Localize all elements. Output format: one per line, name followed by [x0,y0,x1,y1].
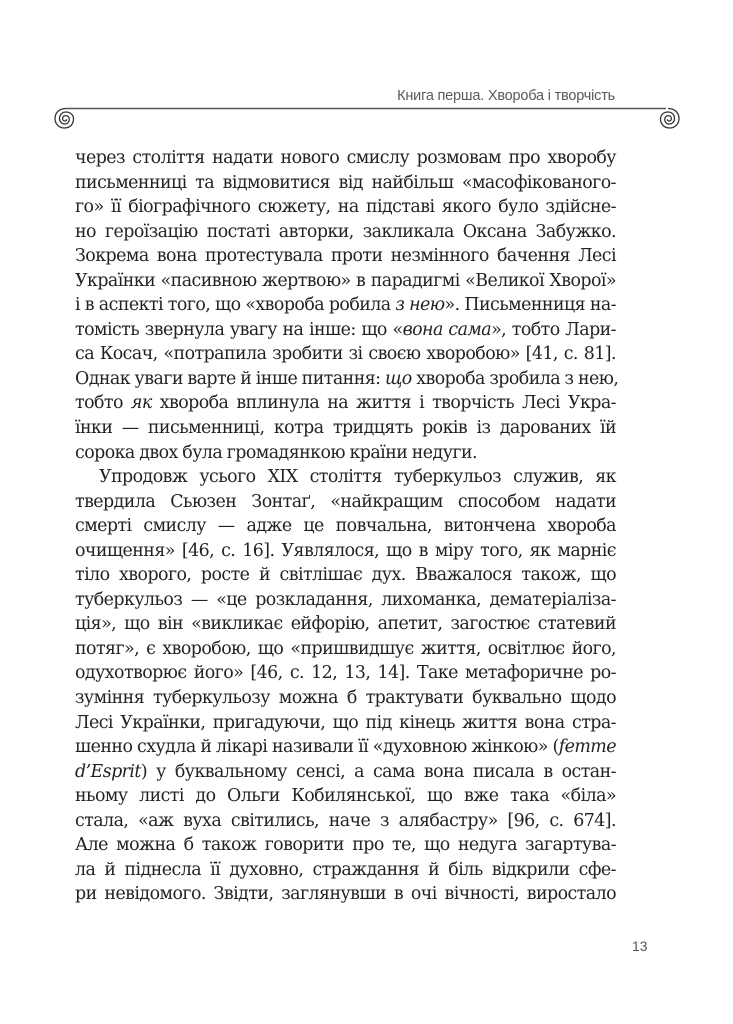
text-line [75,465,616,490]
text-line [75,760,616,785]
text-run: ньому листі до Ольги Кобилянської, що вже така «біла» [75,786,616,807]
italic-text: femme [558,737,616,758]
text-run: і в аспекті того, що «хвороба робила [75,295,396,316]
text-run: через століття надати нового смислу розмовам про хворобу [75,148,616,168]
text-run: стала, «аж вуха світились, наче з алябастру» [96, с. 674]. [75,810,616,831]
text-run: ція», що він «викликає ейфорію, апетит, загостює статевий [75,614,616,635]
text-run: хвороба вплинула на життя і творчість Лесі Укра- [151,393,617,414]
text-line [75,490,616,515]
text-line [75,318,616,343]
text-run: хвороба зробила з нею, [411,368,619,389]
text-line [75,171,616,196]
italic-text: d’Esprit [75,761,141,782]
spiral-ornament-left-icon [55,109,74,129]
paragraph [75,146,619,465]
text-line [75,612,616,637]
text-line [75,563,616,588]
text-run: Зокрема вона протестувала проти незмінного бачення Лесі [75,246,616,267]
text-run: тобто [75,393,131,414]
text-line [75,244,616,269]
text-line [75,146,616,171]
text-run: сорока двох була громадянкою країни недуги. [75,442,477,463]
text-run: зуміння туберкульозу можна б трактувати буквально щодо [75,688,616,709]
text-run: ри невідомого. Звідти, заглянувши в очі вічності, виростало [75,884,616,905]
text-line [75,588,616,613]
text-run: но героїзацію постаті авторки, закликала Оксана Забужко. [75,221,616,242]
paragraph [75,465,616,907]
text-line [75,220,616,245]
text-run: тіло хворого, росте й світлішає дух. Вважалося також, що [75,565,616,586]
spiral-ornament-right-icon [661,109,680,129]
text-line [75,416,616,441]
text-line [75,661,616,686]
text-line [75,539,616,564]
text-run: Однак уваги варте й інше питання: [75,368,385,389]
text-run: Упродовж усього XIX століття туберкульоз служив, як [99,467,616,488]
text-run: Лесі Українки, пригадуючи, що під кінець життя вона стра- [75,712,616,733]
text-line [75,784,616,809]
text-line [75,391,616,416]
text-line [75,833,616,858]
text-run: Але можна б також говорити про те, що недуга загартува- [75,835,616,856]
text-line [75,735,616,760]
text-run: томість звернула увагу на інше: що « [75,319,403,340]
text-line [75,195,616,220]
text-run: са Косач, «потрапила зробити зі своєю хворобою» [41, с. 81]. [75,344,616,365]
text-line [75,858,616,883]
text-line [75,342,616,367]
text-run: », тобто Лари- [491,319,617,340]
italic-text: з нею [395,295,445,316]
text-run: їнки — письменниці, котра тридцять років із дарованих їй [75,418,616,439]
italic-text: як [130,393,152,414]
text-run: ла й піднесла її духовно, страждання й біль відкрили сфе- [75,859,616,880]
text-line [75,882,616,907]
text-run: шенно схудла й лікарі називали її «духовною жінкою» ( [75,737,559,758]
text-run: Українки «пасивною жертвою» в парадигмі «Великої Хворої» [75,270,616,291]
body-text [75,146,619,907]
italic-text: що [384,368,412,389]
text-run: потяг», є хворобою, що «пришвидшує життя, освітлює його, [75,638,616,659]
text-line [75,686,616,711]
text-run: ». Письменниця на- [444,295,616,316]
text-run: го» її біографічного сюжету, на підставі якого було здійсне- [75,197,616,218]
text-run: ) у буквальному сенсі, а сама вона писала в остан- [140,761,616,782]
text-line [75,711,616,736]
text-line [75,269,616,294]
text-line [75,514,616,539]
text-run: туберкульоз — «це розкладання, лихоманка, дематеріаліза- [75,589,616,610]
text-line [75,809,616,834]
text-run: одухотворює його» [46, с. 12, 13, 14]. Таке метафоричне ро- [75,663,616,684]
text-run: очищення» [46, с. 16]. Уявлялося, що в міру того, як марніє [75,540,616,561]
text-line [75,637,616,662]
text-run: смерті смислу — адже це повчальна, витончена хвороба [75,516,616,537]
text-line [75,441,616,466]
text-run: письменниці та відмовитися від найбільш «масофікованого- [75,172,616,193]
text-run: твердила Сьюзен Зонтаґ, «найкращим способом надати [75,491,616,512]
header-rule-with-spiral-ornaments [54,107,680,131]
running-header-title: Книга перша. Хвороба і творчість [397,88,615,104]
italic-text: вона сама [402,319,492,340]
text-line [75,367,619,392]
page-number: 13 [632,938,648,954]
text-line [75,293,616,318]
